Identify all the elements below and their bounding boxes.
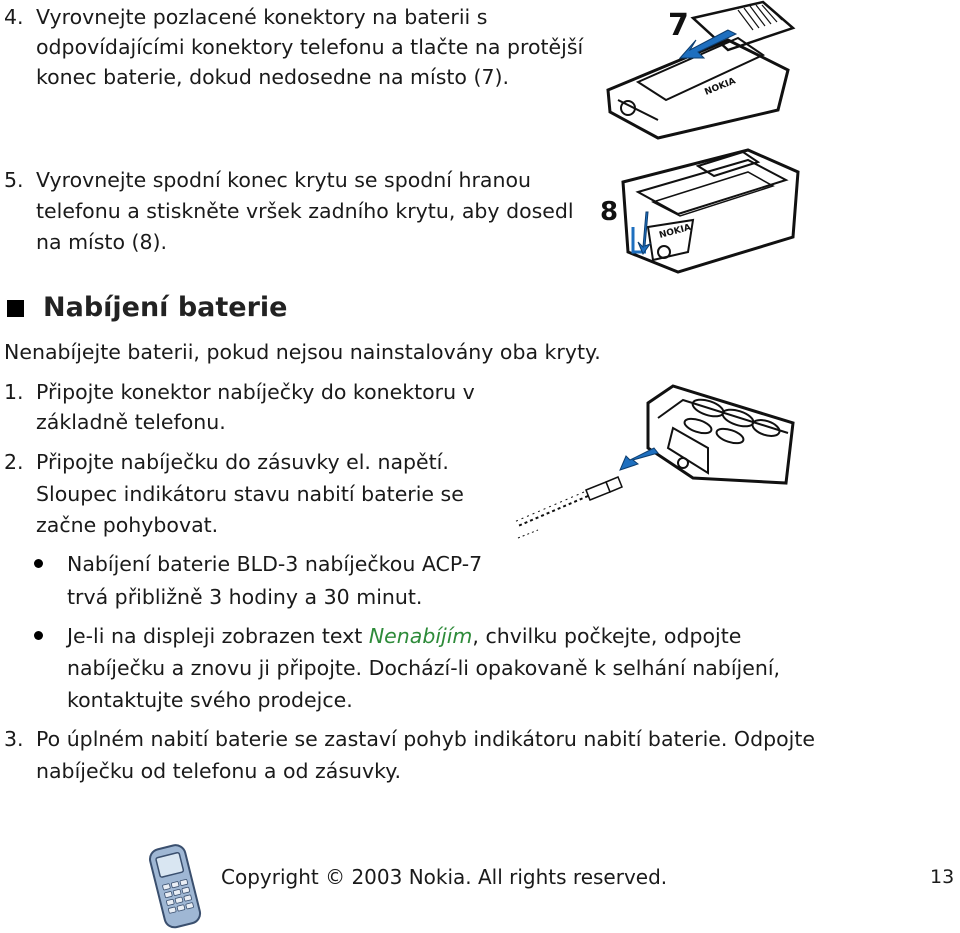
bullet-2-line-3: kontaktujte svého prodejce.	[67, 688, 353, 712]
figure-8-label: 8	[600, 197, 619, 227]
step-4-number: 4.	[4, 5, 24, 29]
charge-step-3-line-1: Po úplném nabití baterie se zastaví pohyb indikátoru nabití baterie. Odpojte	[36, 727, 815, 751]
figure-7-brand: NOKIA	[703, 76, 738, 98]
step-5-number: 5.	[4, 168, 24, 192]
figure-8-brand: NOKIA	[658, 222, 693, 241]
copyright-notice: Copyright © 2003 Nokia. All rights reserved.	[221, 865, 668, 889]
charge-step-2-number: 2.	[4, 450, 24, 474]
bullet-2-suffix: , chvilku počkejte, odpojte	[472, 624, 742, 648]
step-4-line-1: Vyrovnejte pozlacené konektory na baterii s	[36, 5, 488, 29]
bullet-2-display-text: Nenabíjím	[368, 624, 473, 648]
section-bullet-square	[7, 300, 24, 317]
battery-insert-figure	[598, 0, 798, 140]
back-cover-figure	[598, 142, 808, 277]
charger-connection-figure	[508, 378, 798, 548]
charge-step-3-line-2: nabíječku od telefonu a od zásuvky.	[36, 759, 402, 783]
charge-step-1-line-2: základně telefonu.	[36, 410, 226, 434]
bullet-2-prefix: Je-li na displeji zobrazen text	[67, 624, 369, 648]
step-5-line-2: telefonu a stiskněte vršek zadního krytu, aby dosedl	[36, 199, 574, 223]
step-4-line-2: odpovídajícími konektory telefonu a tlačte na protější	[36, 35, 584, 59]
section-intro: Nenabíjejte baterii, pokud nejsou nainstalovány oba kryty.	[4, 340, 601, 364]
bullet-dot	[34, 559, 43, 568]
charge-step-1-line-1: Připojte konektor nabíječky do konektoru v	[36, 380, 475, 404]
bullet-2-line-1	[67, 621, 741, 651]
page-number: 13	[930, 866, 955, 888]
phone-icon	[145, 842, 207, 930]
bullet-2-line-2: nabíječku a znovu ji připojte. Dochází-li opakovaně k selhání nabíjení,	[67, 656, 781, 680]
bullet-1-line-2: trvá přibližně 3 hodiny a 30 minut.	[67, 585, 423, 609]
charge-step-2-line-3: začne pohybovat.	[36, 513, 219, 537]
bullet-dot	[34, 631, 43, 640]
charge-step-2-line-1: Připojte nabíječku do zásuvky el. napětí.	[36, 450, 449, 474]
bullet-1-line-1: Nabíjení baterie BLD-3 nabíječkou ACP-7	[67, 552, 483, 576]
charge-step-2-line-2: Sloupec indikátoru stavu nabití baterie se	[36, 482, 464, 506]
charge-step-3-number: 3.	[4, 727, 24, 751]
charge-step-1-number: 1.	[4, 380, 24, 404]
figure-7-label: 7	[668, 8, 689, 43]
step-5-line-1: Vyrovnejte spodní konec krytu se spodní hranou	[36, 168, 532, 192]
step-4-line-3: konec baterie, dokud nedosedne na místo (7).	[36, 65, 510, 89]
step-5-line-3: na místo (8).	[36, 230, 168, 254]
section-title: Nabíjení baterie	[43, 292, 288, 323]
